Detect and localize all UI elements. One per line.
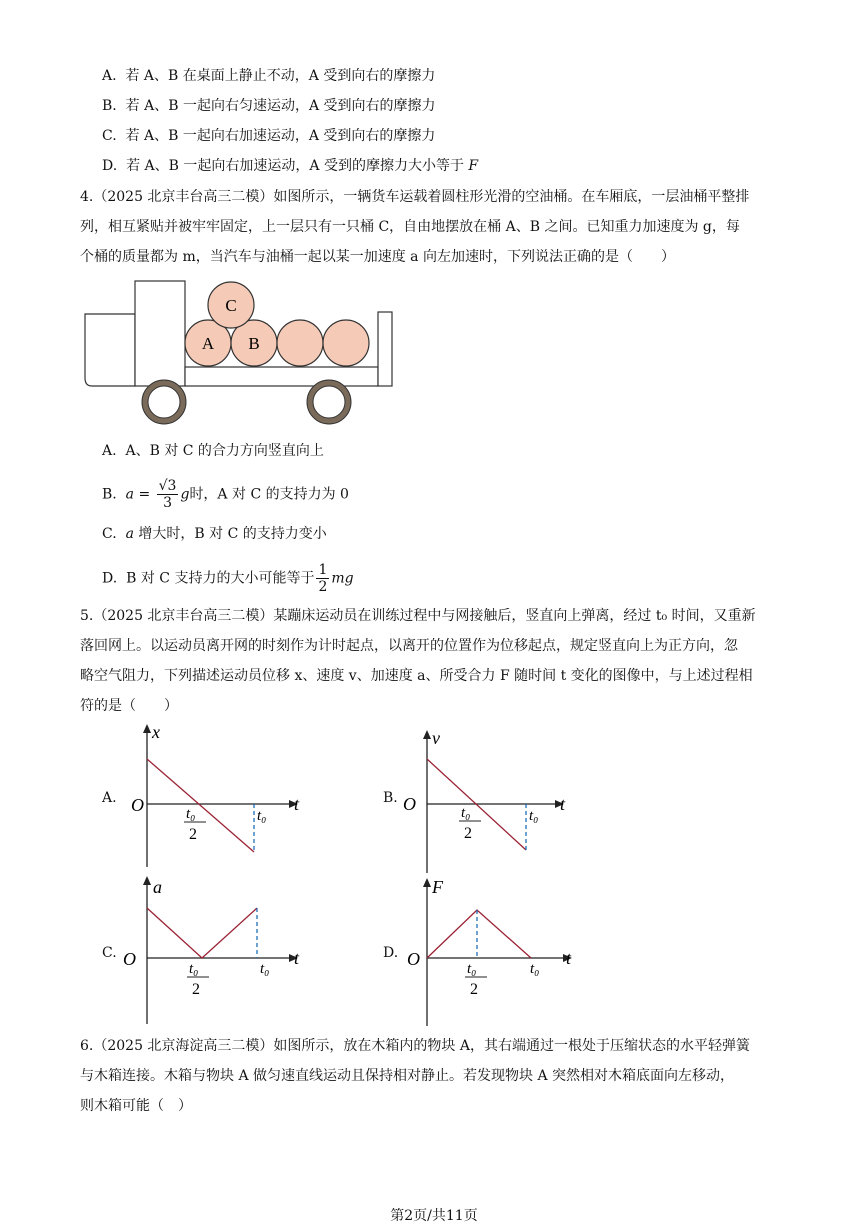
svg-text:O: O (123, 949, 136, 969)
graph-c-label: C. (102, 945, 117, 961)
q3-option-c: C. 若 A、B 一起向右加速运动，A 受到向右的摩擦力 (102, 128, 436, 144)
graph-b-vt (400, 728, 600, 873)
svg-text:t₀: t₀ (189, 961, 199, 977)
svg-text:t: t (294, 948, 300, 968)
q4-stem-line3: 个桶的质量都为 m，当汽车与油桶一起以某一加速度 a 向左加速时，下列说法正确的是（ ） (80, 249, 675, 265)
svg-text:t: t (566, 948, 572, 968)
svg-text:t₀: t₀ (467, 961, 477, 977)
barrel-c-label: C (225, 296, 237, 315)
q5-stem-line4: 符的是（ ） (80, 698, 178, 714)
svg-text:v: v (432, 728, 440, 748)
barrel-a-label: A (201, 334, 215, 353)
q5-stem-line2: 落回网上。以运动员离开网的时刻作为计时起点，以离开的位置作为位移起点，规定竖直向上为正方向，忽 (80, 638, 738, 654)
q4-stem-line2: 列，相互紧贴并被牢牢固定，上一层只有一只桶 C，自由地摆放在桶 A、B 之间。已知重力加速度为 g，每 (80, 219, 740, 235)
q4-option-b: B. a = $\frac{√3}{3}$ g时，A 对 C 的支持力为 0 (102, 478, 349, 511)
q4-stem-line1: 4.（2025 北京丰台高三二模）如图所示，一辆货车运载着圆柱形光滑的空油桶。在车厢底，一层油桶平整排 (80, 189, 750, 205)
svg-text:t: t (560, 794, 566, 814)
graph-d-label: D. (383, 945, 399, 961)
svg-text:O: O (403, 794, 416, 814)
svg-text:2: 2 (189, 826, 197, 843)
svg-text:t: t (294, 794, 300, 814)
graph-b-label: B. (383, 790, 398, 806)
svg-text:t₀: t₀ (461, 805, 471, 821)
sqrt3-over-3: $\frac{√3}{3}$ (158, 478, 177, 511)
q5-stem-line3: 略空气阻力，下列描述运动员位移 x、速度 v、加速度 a、所受合力 F 随时间 t 变化的图像中，与上述过程相 (80, 668, 753, 684)
svg-text:t₀: t₀ (530, 961, 540, 977)
svg-text:2: 2 (470, 981, 478, 998)
q6-stem-line3: 则木箱可能（ ） (80, 1098, 192, 1114)
graph-c-at (120, 874, 320, 1024)
one-half: $\frac{1}{2}$ (318, 562, 328, 595)
barrel-b-label: B (248, 334, 260, 353)
q6-stem-line1: 6.（2025 北京海淀高三二模）如图所示，放在木箱内的物块 A，其右端通过一根处于压缩状态的水平轻弹簧 (80, 1038, 750, 1054)
q4-option-d: D. B 对 C 支持力的大小可能等于 $\frac{1}{2}$ mg (102, 562, 354, 595)
svg-text:2: 2 (464, 825, 472, 842)
svg-text:2: 2 (192, 981, 200, 998)
graph-d-ft (400, 876, 600, 1026)
svg-text:t₀: t₀ (186, 806, 196, 822)
page-footer: 第2页/共11页 (390, 1208, 478, 1224)
graph-a-label: A. (102, 790, 117, 806)
barrel-5 (323, 320, 369, 366)
q3-option-b: B. 若 A、B 一起向右匀速运动，A 受到向右的摩擦力 (102, 98, 436, 114)
q3-option-d: D. 若 A、B 一起向右加速运动，A 受到的摩擦力大小等于 F (102, 158, 479, 174)
svg-text:t₀: t₀ (257, 808, 267, 824)
q4-option-a: A. A、B 对 C 的合力方向竖直向上 (102, 443, 324, 459)
svg-text:O: O (131, 795, 144, 815)
truck-figure (80, 278, 400, 428)
q6-stem-line2: 与木箱连接。木箱与物块 A 做匀速直线运动且保持相对静止。若发现物块 A 突然相对木箱底面向左移动， (80, 1068, 735, 1084)
svg-text:t₀: t₀ (260, 961, 270, 977)
svg-text:F: F (432, 877, 443, 897)
graph-a-xt (120, 722, 320, 867)
svg-text:x: x (152, 722, 160, 742)
svg-text:O: O (407, 949, 420, 969)
svg-text:a: a (153, 877, 162, 897)
q3-option-a: A. 若 A、B 在桌面上静止不动，A 受到向右的摩擦力 (102, 68, 436, 84)
q5-stem-line1: 5.（2025 北京丰台高三二模）某蹦床运动员在训练过程中与网接触后，竖直向上弹离，经过 t₀ 时间，又重新 (80, 608, 756, 624)
q4-option-c: C. a 增大时，B 对 C 的支持力变小 (102, 526, 327, 542)
barrel-4 (277, 320, 323, 366)
svg-text:t₀: t₀ (529, 808, 539, 824)
